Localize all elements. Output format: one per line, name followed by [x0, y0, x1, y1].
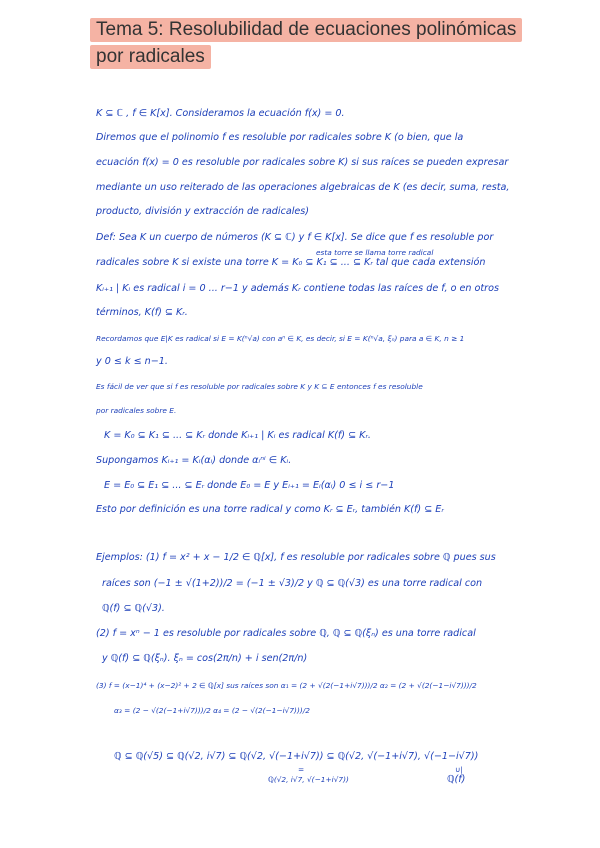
tower-equality: ℚ(√2, i√7, √(−1+i√7)): [268, 775, 349, 784]
example-line: raíces son (−1 ± √(1+2))/2 = (−1 ± √3)/2 y ℚ ⊆ ℚ(√3) es una torre radical con: [102, 578, 483, 589]
note-line: Def: Sea K un cuerpo de números (K ⊆ ℂ) y f ∈ K[x]. Se dice que f es resoluble por: [96, 232, 494, 243]
note-line: términos, K(f) ⊆ Kᵣ.: [96, 307, 188, 318]
note-line: K = K₀ ⊆ K₁ ⊆ ... ⊆ Kᵣ donde Kᵢ₊₁ | Kᵢ es radical K(f) ⊆ Kᵣ.: [104, 430, 371, 441]
example-line: ℚ(f) ⊆ ℚ(√3).: [102, 603, 165, 614]
tower-splitting-field: ℚ(f): [447, 774, 466, 785]
tower-equals-mark: =: [298, 765, 305, 774]
note-line: Recordamos que E|K es radical si E = K(ⁿ√a) con aⁿ ∈ K, es decir, si E = K(ⁿ√a, ξₙ) para a ∈ K, n ≥ 1: [96, 334, 465, 343]
note-line: radicales sobre K si existe una torre K = K₀ ⊆ K₁ ⊆ ... ⊆ Kᵣ tal que cada extensión: [96, 257, 486, 268]
example-line: (3) f = (x−1)⁴ + (x−2)² + 2 ∈ ℚ[x] sus raíces son α₁ = (2 + √(2(−1+i√7)))/2 α₂ = (2 + √(2(−1−i√7)))/2: [96, 681, 477, 690]
page-title-line-1: Tema 5: Resolubilidad de ecuaciones polinómicas: [90, 18, 522, 42]
note-line: Diremos que el polinomio f es resoluble por radicales sobre K (o bien, que la: [96, 132, 464, 143]
page-title-line-2: por radicales: [90, 45, 211, 69]
note-line: Supongamos Kᵢ₊₁ = Kᵢ(αᵢ) donde αᵢⁿⁱ ∈ Kᵢ.: [96, 455, 292, 466]
note-line: por radicales sobre E.: [96, 406, 177, 415]
example-line: α₃ = (2 − √(2(−1+i√7)))/2 α₄ = (2 − √(2(−1−i√7)))/2: [114, 706, 310, 715]
note-line: producto, división y extracción de radicales): [96, 206, 310, 217]
note-annotation: esta torre se llama torre radical: [316, 248, 434, 257]
note-line: E = E₀ ⊆ E₁ ⊆ ... ⊆ Eᵣ donde E₀ = E y Eᵢ₊₁ = Eᵢ(αᵢ) 0 ≤ i ≤ r−1: [104, 480, 395, 491]
example-line: Ejemplos: (1) f = x² + x − 1/2 ∈ ℚ[x], f es resoluble por radicales sobre ℚ pues sus: [96, 552, 496, 563]
note-line: mediante un uso reiterado de las operaciones algebraicas de K (es decir, suma, resta,: [96, 182, 510, 193]
note-line: ecuación f(x) = 0 es resoluble por radicales sobre K) si sus raíces se pueden expresar: [96, 157, 509, 168]
example-line: (2) f = xⁿ − 1 es resoluble por radicales sobre ℚ, ℚ ⊆ ℚ(ξₙ) es una torre radical: [96, 628, 476, 639]
example-line: y ℚ(f) ⊆ ℚ(ξₙ). ξₙ = cos(2π/n) + i sen(2π/n): [102, 653, 308, 664]
tower-line: ℚ ⊆ ℚ(√5) ⊆ ℚ(√2, i√7) ⊆ ℚ(√2, √(−1+i√7)) ⊆ ℚ(√2, √(−1+i√7), √(−1−i√7)): [114, 751, 479, 762]
note-line: K ⊆ ℂ , f ∈ K[x]. Consideramos la ecuación f(x) = 0.: [96, 108, 345, 119]
tower-containment-mark: ∪|: [455, 765, 463, 774]
note-line: Kᵢ₊₁ | Kᵢ es radical i = 0 ... r−1 y además Kᵣ contiene todas las raíces de f, o en otros: [96, 283, 499, 294]
note-line: Es fácil de ver que si f es resoluble por radicales sobre K y K ⊆ E entonces f es resoluble: [96, 382, 423, 391]
note-line: y 0 ≤ k ≤ n−1.: [96, 356, 168, 367]
note-line: Esto por definición es una torre radical y como Kᵣ ⊆ Eᵣ, también K(f) ⊆ Eᵣ: [96, 504, 444, 515]
